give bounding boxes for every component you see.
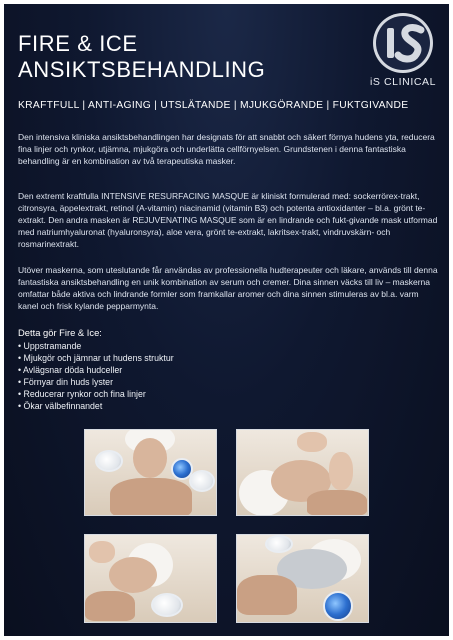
benefit-item: • Avlägsnar döda hudceller (18, 364, 174, 376)
benefit-item: • Ökar välbefinnandet (18, 400, 174, 412)
benefit-item: • Uppstramande (18, 340, 174, 352)
benefit-item: • Reducerar rynkor och fina linjer (18, 388, 174, 400)
treatment-photo-4 (236, 534, 369, 623)
benefits-list (18, 340, 174, 413)
title-line-2: ANSIKTSBEHANDLING (18, 57, 266, 82)
treatment-photo-1 (84, 429, 217, 516)
is-clinical-logo-icon (367, 10, 439, 76)
senses-paragraph: Utöver maskerna, som uteslutande får användas av professionella hudterapeuter och läkare, används till denna fantastiska ansiktsbehandling en unik kombination av serum och cremer. Dina sinnen väcks till liv – maskerna omfattar både aktiva och lindrande formler som framkallar aromer och dina sinnen stimuleras av bl.a. varm kanel och frisk kylande pepparmynta. (18, 265, 438, 311)
tagline: KRAFTFULL | ANTI-AGING | UTSLÄTANDE | MJUKGÖRANDE | FUKTGIVANDE (18, 100, 409, 111)
intro-paragraph: Den intensiva kliniska ansiktsbehandlingen har designats för att snabbt och säkert förnya hudens yta, reducera fina linjer och rynkor, utjämna, mjukgöra och underlätta cellförnyelsen. Grundstenen i denna fantastiska behandling är en kombination av två terapeutiska masker. (18, 132, 435, 166)
flyer (4, 4, 449, 636)
page-title (18, 31, 265, 83)
brand-name: iS CLINICAL (369, 76, 437, 88)
masque-paragraph: Den extremt kraftfulla INTENSIVE RESURFACING MASQUE är kliniskt formulerad med: sockerrörex-trakt, citronsyra, äppelextrakt, retinol (A-vitamin) niacinamid (vitamin B3) och potenta antioxidanter – bl.a. grönt te-extrakt. Den andra masken är REJUVENATING MASQUE som är en lindrande och fukt-givande mask utformad med natriumhyaluronat (hyaluronsyra), aloe vera, grönt te-extrakt, lakritsex-trakt, vindruvskärn- och rosmarinextrakt. (18, 191, 438, 249)
title-line-1: FIRE & ICE (18, 31, 138, 56)
treatment-photo-2 (236, 429, 369, 516)
benefit-item: • Förnyar din huds lyster (18, 376, 174, 388)
treatment-photo-3 (84, 534, 217, 623)
benefit-item: • Mjukgör och jämnar ut hudens struktur (18, 352, 174, 364)
brand-logo (367, 10, 439, 90)
benefits-heading: Detta gör Fire & Ice: (18, 327, 102, 338)
